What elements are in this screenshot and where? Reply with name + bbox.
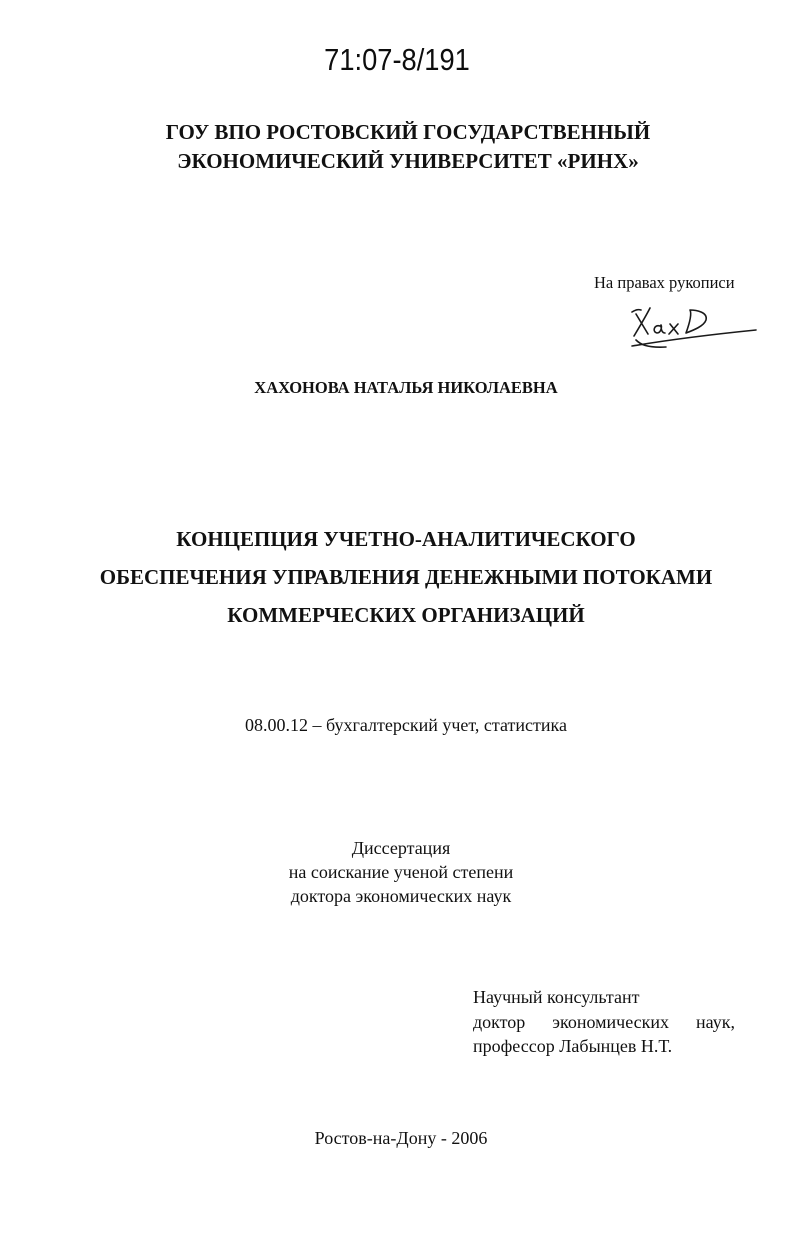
university-name-line-2: ЭКОНОМИЧЕСКИЙ УНИВЕРСИТЕТ «РИНХ» <box>177 149 639 173</box>
manuscript-rights-note: На правах рукописи <box>594 273 735 292</box>
degree-line-2: доктора экономических наук <box>290 886 512 906</box>
consultant-label: Научный консультант <box>473 987 640 1007</box>
title-line-3: КОММЕРЧЕСКИХ ОРГАНИЗАЦИЙ <box>227 603 585 627</box>
dissertation-degree-block <box>0 836 794 908</box>
archive-stamp-number: 71:07-8/191 <box>324 42 470 77</box>
consultant-name: профессор Лабынцев Н.Т. <box>473 1036 673 1056</box>
university-name-line-1: ГОУ ВПО РОСТОВСКИЙ ГОСУДАРСТВЕННЫЙ <box>165 120 651 144</box>
degree-line-1: на соискание ученой степени <box>288 862 514 882</box>
title-line-2: ОБЕСПЕЧЕНИЯ УПРАВЛЕНИЯ ДЕНЕЖНЫМИ ПОТОКАМИ <box>99 565 713 589</box>
university-name <box>0 118 794 176</box>
city-and-year: Ростов-на-Дону - 2006 <box>314 1128 488 1148</box>
title-line-1: КОНЦЕПЦИЯ УЧЕТНО-АНАЛИТИЧЕСКОГО <box>176 527 636 551</box>
author-name: ХАХОНОВА НАТАЛЬЯ НИКОЛАЕВНА <box>254 378 558 397</box>
dissertation-label: Диссертация <box>351 838 451 858</box>
dissertation-title <box>0 520 794 634</box>
author-signature <box>626 300 762 358</box>
scientific-consultant-block <box>473 985 735 1059</box>
consultant-degree: доктор экономических наук, <box>473 1011 735 1032</box>
specialty-code: 08.00.12 – бухгалтерский учет, статистика <box>245 715 567 735</box>
